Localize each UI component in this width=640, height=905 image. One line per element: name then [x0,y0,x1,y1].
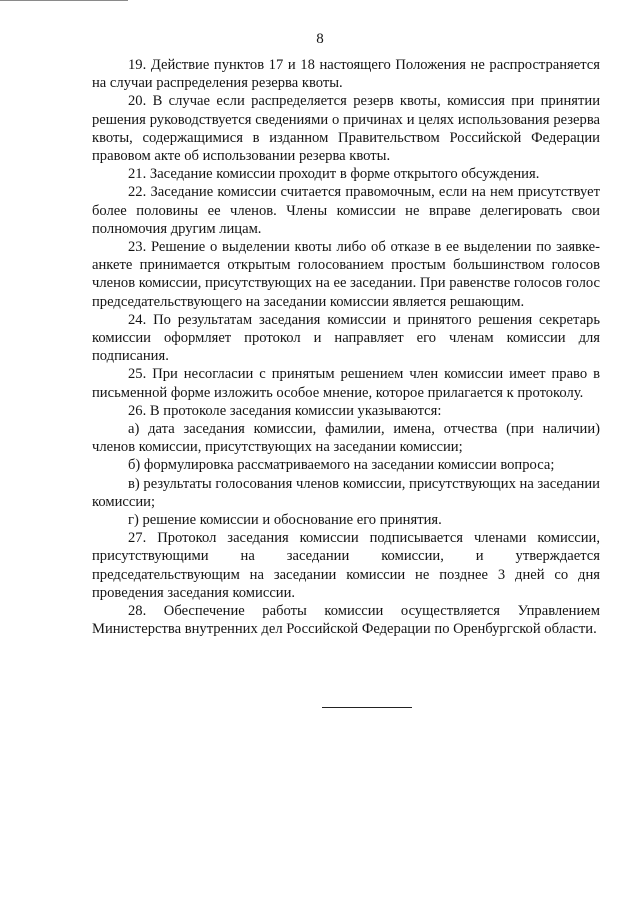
list-item-v: в) результаты голосования членов комиссии, присутствующих на заседании комиссии; [92,475,600,510]
list-item-b: б) формулировка рассматриваемого на заседании комиссии вопроса; [128,457,555,474]
paragraph-26: 26. В протоколе заседания комиссии указываются: [128,402,442,419]
document-body [92,56,600,639]
list-item-a: а) дата заседания комиссии, фамилии, имена, отчества (при наличии) членов комиссии, присутствующих на заседании комиссии; [92,421,600,456]
paragraph-27: 27. Протокол заседания комиссии подписывается членами комиссии, присутствующими на заседании комиссии, и утверждается председательствующим на заседании комиссии не позднее 3 дней со дня проведения заседания комиссии. [92,530,600,601]
top-left-corner-rule [0,0,128,1]
list-item-g: г) решение комиссии и обоснование его принятия. [128,512,442,529]
paragraph-23: 23. Решение о выделении квоты либо об отказе в ее выделении по заявке-анкете принимается открытым голосованием простым большинством голосов членов комиссии, присутствующих на ее заседании. При равенстве голосов голос председательствующего на заседании комиссии является решающим. [92,239,600,310]
page-number: 8 [316,31,324,47]
paragraph-24: 24. По результатам заседания комиссии и принятого решения секретарь комиссии оформляет протокол и направляет его членам комиссии для подписания. [92,311,600,365]
end-of-section-rule [322,707,412,708]
paragraph-20: 20. В случае если распределяется резерв квоты, комиссия при принятии решения руководствуется сведениями о причинах и целях использования резерва квоты, содержащимися в изданном Правительством Российской Федерации правовом акте об использовании резерва квоты. [92,93,600,165]
paragraph-21: 21. Заседание комиссии проходит в форме открытого обсуждения. [128,166,540,183]
paragraph-22: 22. Заседание комиссии считается правомочным, если на нем присутствует более половины ее членов. Члены комиссии не вправе делегировать свои полномочия другим лицам. [92,184,600,237]
paragraph-28: 28. Обеспечение работы комиссии осуществляется Управлением Министерства внутренних дел Российской Федерации по Оренбургской области. [92,603,600,638]
paragraph-19: 19. Действие пунктов 17 и 18 настоящего Положения не распространяется на случаи распределения резерва квоты. [92,57,600,92]
paragraph-25: 25. При несогласии с принятым решением член комиссии имеет право в письменной форме изложить особое мнение, которое прилагается к протоколу. [92,366,600,401]
